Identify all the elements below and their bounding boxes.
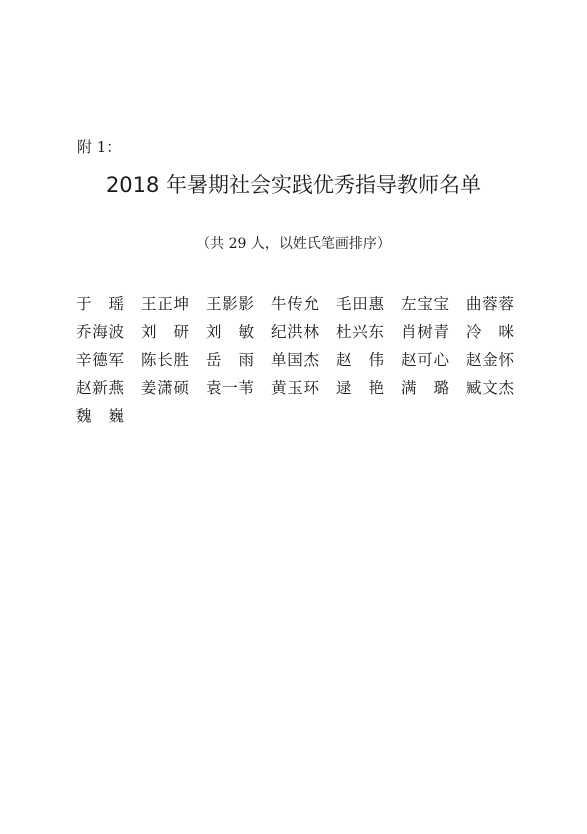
teacher-name: 陈长胜 <box>141 351 189 369</box>
teacher-name: 乔海波 <box>76 323 124 341</box>
teacher-name: 黄玉环 <box>271 379 319 397</box>
teacher-name: 姜潇硕 <box>141 379 189 397</box>
page-title: 2018 年暑期社会实践优秀指导教师名单 <box>105 173 482 197</box>
teacher-name: 魏 巍 <box>76 407 124 425</box>
teacher-name: 曲蓉蓉 <box>466 295 514 313</box>
teacher-name: 肖树青 <box>401 323 449 341</box>
teacher-name: 毛田惠 <box>336 295 384 313</box>
teacher-name: 满 璐 <box>401 379 449 397</box>
teacher-name: 杜兴东 <box>336 323 384 341</box>
teacher-name: 于 瑶 <box>76 295 124 313</box>
teacher-name: 刘 研 <box>141 323 189 341</box>
teacher-name: 逯 艳 <box>336 379 384 397</box>
teacher-name: 袁一苇 <box>206 379 254 397</box>
teacher-name: 岳 雨 <box>206 351 254 369</box>
page-subtitle: （共 29 人，以姓氏笔画排序） <box>196 236 391 252</box>
teacher-name: 辛德军 <box>76 351 124 369</box>
teacher-name: 赵新燕 <box>76 379 124 397</box>
teacher-name: 纪洪林 <box>271 323 319 341</box>
teacher-name: 左宝宝 <box>401 295 449 313</box>
teacher-name: 赵 伟 <box>336 351 384 369</box>
teacher-name: 牛传允 <box>271 295 319 313</box>
teacher-name: 冷 咪 <box>466 323 514 341</box>
teacher-name: 刘 敏 <box>206 323 254 341</box>
teacher-name: 赵金怀 <box>466 351 514 369</box>
teacher-name-list <box>76 290 514 430</box>
teacher-name: 王影影 <box>206 295 254 313</box>
teacher-name: 赵可心 <box>401 351 449 369</box>
teacher-name: 王正坤 <box>141 295 189 313</box>
teacher-name: 臧文杰 <box>466 379 514 397</box>
teacher-name: 单国杰 <box>271 351 319 369</box>
attachment-label: 附 1： <box>77 138 122 156</box>
